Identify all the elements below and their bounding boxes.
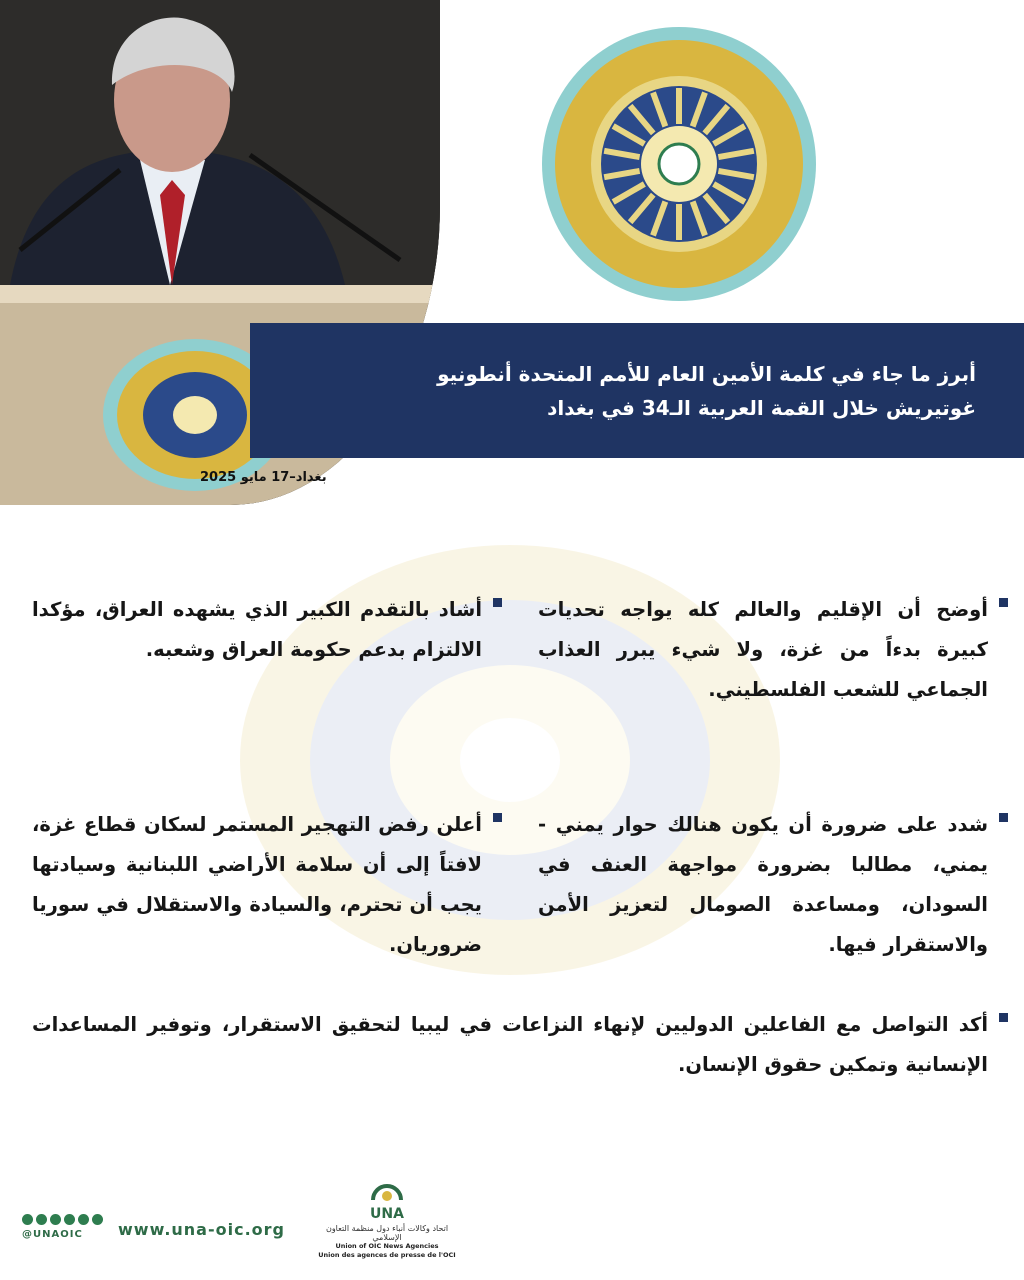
whatsapp-icon[interactable] [92,1214,103,1225]
statement-item-2: أشاد بالتقدم الكبير الذي يشهده العراق، مؤكدا الالتزام بدعم حكومة العراق وشعبه. [32,590,482,670]
bullet-icon [999,598,1008,607]
social-handle: @UNAOIC [22,1229,83,1240]
instagram-icon[interactable] [78,1214,89,1225]
x-icon[interactable] [22,1214,33,1225]
website-link[interactable]: www.una-oic.org [118,1220,285,1239]
summit-emblem [541,26,817,302]
dateline: بغداد–17 مايو 2025 [200,470,327,485]
facebook-icon[interactable] [64,1214,75,1225]
statement-item-5: أكد التواصل مع الفاعلين الدوليين لإنهاء النزاعات في ليبيا لتحقيق الاستقرار، وتوفير المساعدات الإنسانية وتمكين حقوق الإنسان. [32,1005,988,1085]
org-name-en: Union of OIC News Agencies [335,1242,439,1250]
youtube-icon[interactable] [36,1214,47,1225]
bullet-icon [999,1013,1008,1022]
bullet-icon [999,813,1008,822]
bullet-icon [493,813,502,822]
statement-item-1: أوضح أن الإقليم والعالم كله يواجه تحديات كبيرة بدءاً من غزة، ولا شيء يبرر العذاب الجماعي للشعب الفلسطيني. [538,590,988,710]
org-name-fr: Union des agences de presse de l'OCI [318,1251,456,1259]
una-wordmark: UNA [370,1206,404,1222]
una-mark-icon [367,1180,407,1202]
title-banner [250,323,1024,458]
statement-item-4: أعلن رفض التهجير المستمر لسكان قطاع غزة، لافتاً إلى أن سلامة الأراضي اللبنانية وسيادتها يجب أن تحترم، والسيادة والاستقلال في سوريا ضروريان. [32,805,482,965]
una-logo [312,1180,462,1260]
social-block [22,1214,103,1240]
headline: أبرز ما جاء في كلمة الأمين العام للأمم المتحدة أنطونيو غوتيريش خلال القمة العربية الـ34 في بغداد [437,361,976,420]
org-name-ar: اتحاد وكالات أنباء دول منظمة التعاون الإسلامي [325,1224,449,1242]
tiktok-icon[interactable] [50,1214,61,1225]
bullet-icon [493,598,502,607]
statement-item-3: شدد على ضرورة أن يكون هنالك حوار يمني - يمني، مطالبا بضرورة مواجهة العنف في السودان، ومساعدة الصومال لتعزيز الأمن والاستقرار فيها. [538,805,988,965]
